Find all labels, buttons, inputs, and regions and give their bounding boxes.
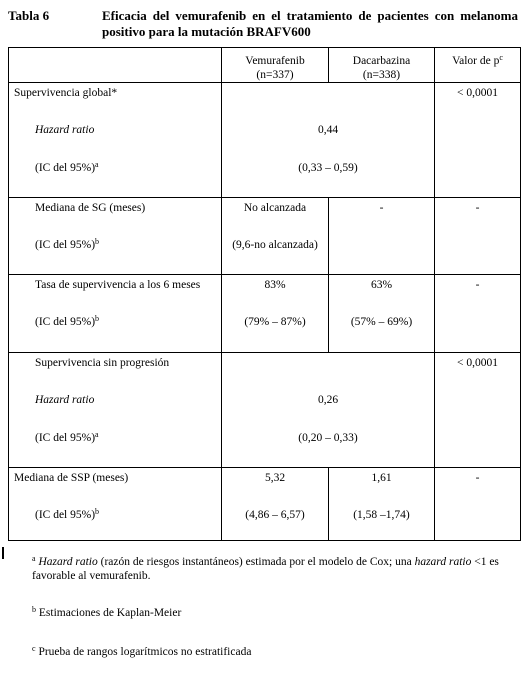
s6-ic-sup: b [95,314,100,323]
table-row-median-os [9,198,521,275]
table-row-pfs [9,353,521,468]
s6-p-value: - [475,279,480,291]
os-p-value: < 0,0001 [457,87,498,99]
mos-label-cell [9,198,222,275]
pfs-label: Supervivencia sin progresión [35,357,170,369]
margin-mark [2,547,4,559]
footnote-a-sup: a [32,554,36,563]
header-p-sup: c [499,53,503,62]
pfs-p-cell [435,353,521,468]
os-label-cell [9,83,222,198]
mos-ic-sup: b [95,237,100,246]
mos-dac-cell [329,198,435,275]
mpfs-p-value: - [475,472,480,484]
mpfs-vem-value: 5,32 [264,472,286,484]
header-dacarbazina-n: (n=338) [362,69,401,81]
mos-dac-value: - [379,202,384,214]
table-row-6-month-survival [9,275,521,353]
pfs-p-value: < 0,0001 [457,357,498,369]
mpfs-p-cell [435,468,521,541]
s6-ic-label [35,315,99,329]
mpfs-dac-cell [329,468,435,541]
footnote-a-italic-2: hazard ratio [414,556,472,568]
header-empty-cell [9,48,222,83]
table-title: Eficacia del vemurafenib en el tratamiento de pacientes con melanoma positivo para la mutación BRAFV600 [102,8,518,39]
os-value-cell [222,83,435,198]
header-p-label: Valor de p [452,55,500,67]
table-header-row [9,48,521,83]
footnote-a-text-1: (razón de riesgos instantáneos) estimada por el modelo de Cox; una [97,556,415,568]
os-hazard-value: 0,44 [317,124,339,136]
os-ic-label [35,161,99,175]
mos-ic-label [35,238,99,252]
footnote-a-text-2: <1 es favorable al vemurafenib. [32,556,499,582]
mos-p-cell [435,198,521,275]
footnote-c-text: Prueba de rangos logarítmicos no estratificada [35,646,252,658]
footnote-c-sup: c [32,644,36,653]
footnote-a [32,555,520,583]
mpfs-vem-ic: (4,86 – 6,57) [245,509,305,521]
s6-ic-text: (IC del 95%) [35,316,96,328]
mos-vem-cell [222,198,329,275]
footnote-b-sup: b [32,605,36,614]
mpfs-ic-sup: b [95,507,100,516]
table-row-median-pfs [9,468,521,541]
s6-dac-value: 63% [370,279,393,291]
os-ic-text: (IC del 95%) [35,162,96,174]
table-row-overall-survival [9,83,521,198]
mpfs-ic-label [35,508,99,522]
mos-label: Mediana de SG (meses) [35,202,146,214]
header-vemurafenib-n: (n=337) [256,69,294,81]
footnote-c [32,645,520,659]
s6-label-cell [9,275,222,353]
s6-label: Tasa de supervivencia a los 6 meses [35,279,201,291]
pfs-ic-sup: a [95,430,99,439]
header-vemurafenib-name: Vemurafenib [245,55,305,67]
os-ic-value: (0,33 – 0,59) [298,162,358,174]
pfs-label-cell [9,353,222,468]
header-p-value [435,48,521,83]
pfs-value-cell [222,353,435,468]
header-vemurafenib [222,48,329,83]
s6-vem-value: 83% [264,279,286,291]
pfs-hazard-value: 0,26 [317,394,339,406]
table-number: Tabla 6 [8,8,50,23]
pfs-ic-text: (IC del 95%) [35,432,96,444]
mpfs-dac-value: 1,61 [371,472,392,484]
pfs-hazard-label: Hazard ratio [35,394,95,406]
os-hazard-label: Hazard ratio [35,124,95,136]
mos-p-value: - [475,202,480,214]
s6-dac-ic: (57% – 69%) [350,316,413,328]
pfs-ic-value: (0,20 – 0,33) [298,432,358,444]
mpfs-vem-cell [222,468,329,541]
mos-vem-ic: (9,6-no alcanzada) [232,239,318,251]
s6-vem-cell [222,275,329,353]
footnote-b-text: Estimaciones de Kaplan-Meier [36,607,182,619]
header-dacarbazina-name: Dacarbazina [352,55,411,67]
footnote-a-italic-1: Hazard ratio [38,556,98,568]
s6-dac-cell [329,275,435,353]
footnote-b [32,606,520,620]
os-p-cell [435,83,521,198]
mpfs-label: Mediana de SSP (meses) [14,472,129,484]
os-label: Supervivencia global* [14,87,118,99]
mpfs-label-cell [9,468,222,541]
pfs-ic-label [35,431,99,445]
mos-ic-text: (IC del 95%) [35,239,96,251]
mpfs-dac-ic: (1,58 –1,74) [353,509,410,521]
s6-vem-ic: (79% – 87%) [244,316,306,328]
efficacy-table [8,47,521,541]
mos-vem-value: No alcanzada [243,202,307,214]
mpfs-ic-text: (IC del 95%) [35,509,96,521]
header-dacarbazina [329,48,435,83]
s6-p-cell [435,275,521,353]
os-ic-sup: a [95,160,99,169]
